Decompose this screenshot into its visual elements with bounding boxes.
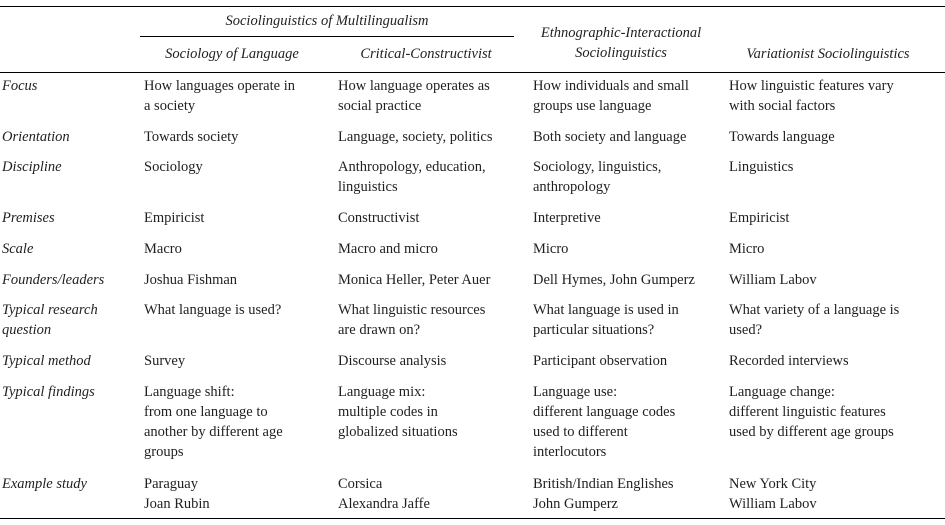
cell-question-critical: What linguistic resources are drawn on? [338, 302, 486, 338]
header-rule [0, 72, 945, 73]
cell-focus-critical: How language operates as social practice [338, 78, 490, 114]
cell-orientation-variationist: Towards language [729, 129, 835, 145]
cell-founders-sociology: Joshua Fishman [144, 272, 238, 288]
cell-founders-variationist: William Labov [729, 272, 817, 288]
column-header-critical-constructivist: Critical-Constructivist [360, 46, 492, 62]
cell-focus-variationist: How linguistic features vary with social factors [729, 78, 894, 114]
column-header-sociology-of-language: Sociology of Language [165, 46, 299, 62]
cell-scale-ethnographic: Micro [533, 241, 569, 257]
cell-premises-ethnographic: Interpretive [533, 210, 601, 226]
group-header: Sociolinguistics of Multilingualism [225, 13, 429, 29]
row-label-scale: Scale [2, 241, 34, 257]
row-label-founders: Founders/leaders [2, 272, 105, 288]
cell-example-variationist: New York City William Labov [729, 476, 817, 512]
column-header-variationist: Variationist Sociolinguistics [746, 46, 910, 62]
column-header-ethnographic-interactional: Ethnographic-Interactional Sociolinguistics [540, 25, 702, 61]
row-label-method: Typical method [2, 353, 91, 369]
cell-premises-variationist: Empiricist [729, 210, 790, 226]
cell-orientation-sociology: Towards society [144, 129, 239, 145]
cell-discipline-variationist: Linguistics [729, 159, 794, 175]
cell-discipline-sociology: Sociology [144, 159, 203, 175]
cell-example-critical: Corsica Alexandra Jaffe [338, 476, 430, 512]
cell-discipline-critical: Anthropology, education, linguistics [338, 159, 486, 195]
cell-focus-ethnographic: How individuals and small groups use language [533, 78, 689, 114]
cell-orientation-critical: Language, society, politics [338, 129, 493, 145]
row-label-premises: Premises [2, 210, 55, 226]
row-label-discipline: Discipline [2, 159, 62, 175]
cell-findings-variationist: Language change: different linguistic features used by different age groups [729, 384, 894, 440]
bottom-rule [0, 518, 945, 519]
cell-scale-critical: Macro and micro [338, 241, 438, 257]
cell-scale-variationist: Micro [729, 241, 765, 257]
row-label-findings: Typical findings [2, 384, 95, 400]
cell-founders-critical: Monica Heller, Peter Auer [338, 272, 491, 288]
cell-method-critical: Discourse analysis [338, 353, 447, 369]
row-label-research-question: Typical research question [2, 302, 98, 338]
cell-focus-sociology: How languages operate in a society [144, 78, 295, 114]
group-rule [140, 36, 514, 37]
cell-method-ethnographic: Participant observation [533, 353, 668, 369]
cell-example-sociology: Paraguay Joan Rubin [144, 476, 210, 512]
cell-discipline-ethnographic: Sociology, linguistics, anthropology [533, 159, 662, 195]
cell-findings-ethnographic: Language use: different language codes used to different interlocutors [533, 384, 676, 460]
cell-founders-ethnographic: Dell Hymes, John Gumperz [533, 272, 695, 288]
cell-premises-sociology: Empiricist [144, 210, 205, 226]
cell-scale-sociology: Macro [144, 241, 182, 257]
cell-premises-critical: Constructivist [338, 210, 420, 226]
top-rule [0, 6, 945, 7]
cell-question-ethnographic: What language is used in particular situations? [533, 302, 679, 338]
cell-example-ethnographic: British/Indian Englishes John Gumperz [533, 476, 674, 512]
cell-method-sociology: Survey [144, 353, 186, 369]
cell-findings-critical: Language mix: multiple codes in globalized situations [338, 384, 458, 440]
row-label-example-study: Example study [2, 476, 87, 492]
cell-method-variationist: Recorded interviews [729, 353, 849, 369]
cell-question-sociology: What language is used? [144, 302, 282, 318]
row-label-focus: Focus [2, 78, 38, 94]
row-label-orientation: Orientation [2, 129, 70, 145]
cell-question-variationist: What variety of a language is used? [729, 302, 900, 338]
cell-orientation-ethnographic: Both society and language [533, 129, 687, 145]
cell-findings-sociology: Language shift: from one language to another by different age groups [144, 384, 283, 460]
